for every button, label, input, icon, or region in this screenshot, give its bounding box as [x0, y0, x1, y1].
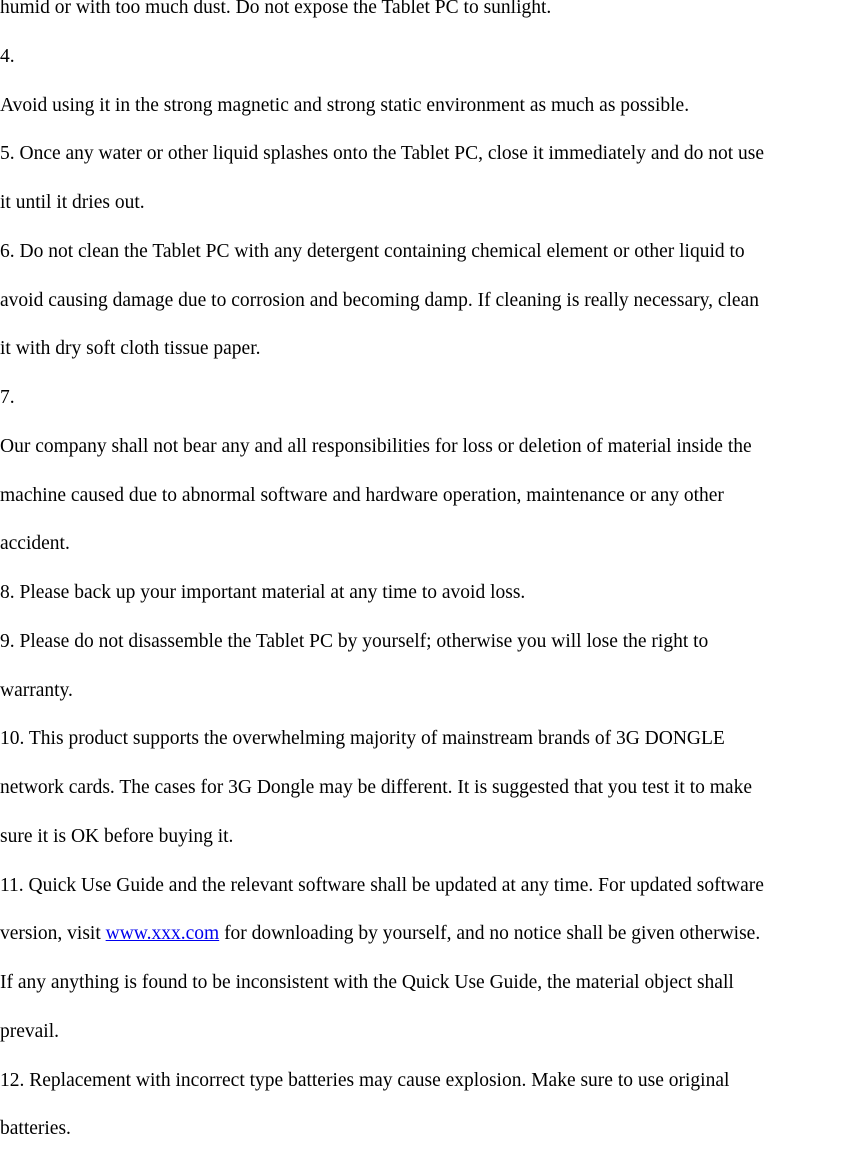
text-line: it until it dries out. — [0, 192, 145, 213]
text-line: 6. Do not clean the Tablet PC with any detergent containing chemical element or other liquid to — [0, 240, 745, 262]
text-line: avoid causing damage due to corrosion and becoming damp. If cleaning is really necessary, clean — [0, 289, 759, 311]
text-line: If any anything is found to be inconsistent with the Quick Use Guide, the material object shall — [0, 972, 734, 993]
text-line: 12. Replacement with incorrect type batteries may cause explosion. Make sure to use original — [0, 1069, 730, 1091]
text-line: Our company shall not bear any and all responsibilities for loss or deletion of material inside the — [0, 435, 752, 457]
text-line: warranty. — [0, 679, 73, 701]
text-line: it with dry soft cloth tissue paper. — [0, 338, 261, 360]
text-line: Avoid using it in the strong magnetic and strong static environment as much as possible. — [0, 94, 690, 116]
text-line: batteries. — [0, 1118, 71, 1140]
text-line: 4. — [0, 45, 15, 67]
text-line: network cards. The cases for 3G Dongle may be different. It is suggested that you test it to make — [0, 777, 752, 798]
text-line: 10. This product supports the overwhelming majority of mainstream brands of 3G DONGLE — [0, 728, 725, 750]
link-prefix-text: version, visit — [0, 923, 106, 945]
text-line: 5. Once any water or other liquid splashes onto the Tablet PC, close it immediately and do not use — [0, 143, 765, 165]
text-line: 11. Quick Use Guide and the relevant software shall be updated at any time. For updated software — [0, 874, 764, 896]
text-line: humid or with too much dust. Do not expose the Tablet PC to sunlight. — [0, 0, 552, 18]
text-line: machine caused due to abnormal software and hardware operation, maintenance or any other — [0, 484, 724, 506]
text-line: accident. — [0, 533, 70, 555]
text-line: prevail. — [0, 1020, 60, 1042]
text-line: 7. — [0, 387, 15, 408]
link-suffix-text: for downloading by yourself, and no notice shall be given otherwise. — [219, 923, 761, 945]
text-line-with-link — [0, 918, 856, 967]
text-line: 9. Please do not disassemble the Tablet PC by yourself; otherwise you will lose the right to — [0, 630, 709, 652]
website-link[interactable]: www.xxx.com — [105, 923, 220, 945]
text-line: sure it is OK before buying it. — [0, 825, 234, 847]
text-line: 8. Please back up your important material at any time to avoid loss. — [0, 582, 526, 603]
